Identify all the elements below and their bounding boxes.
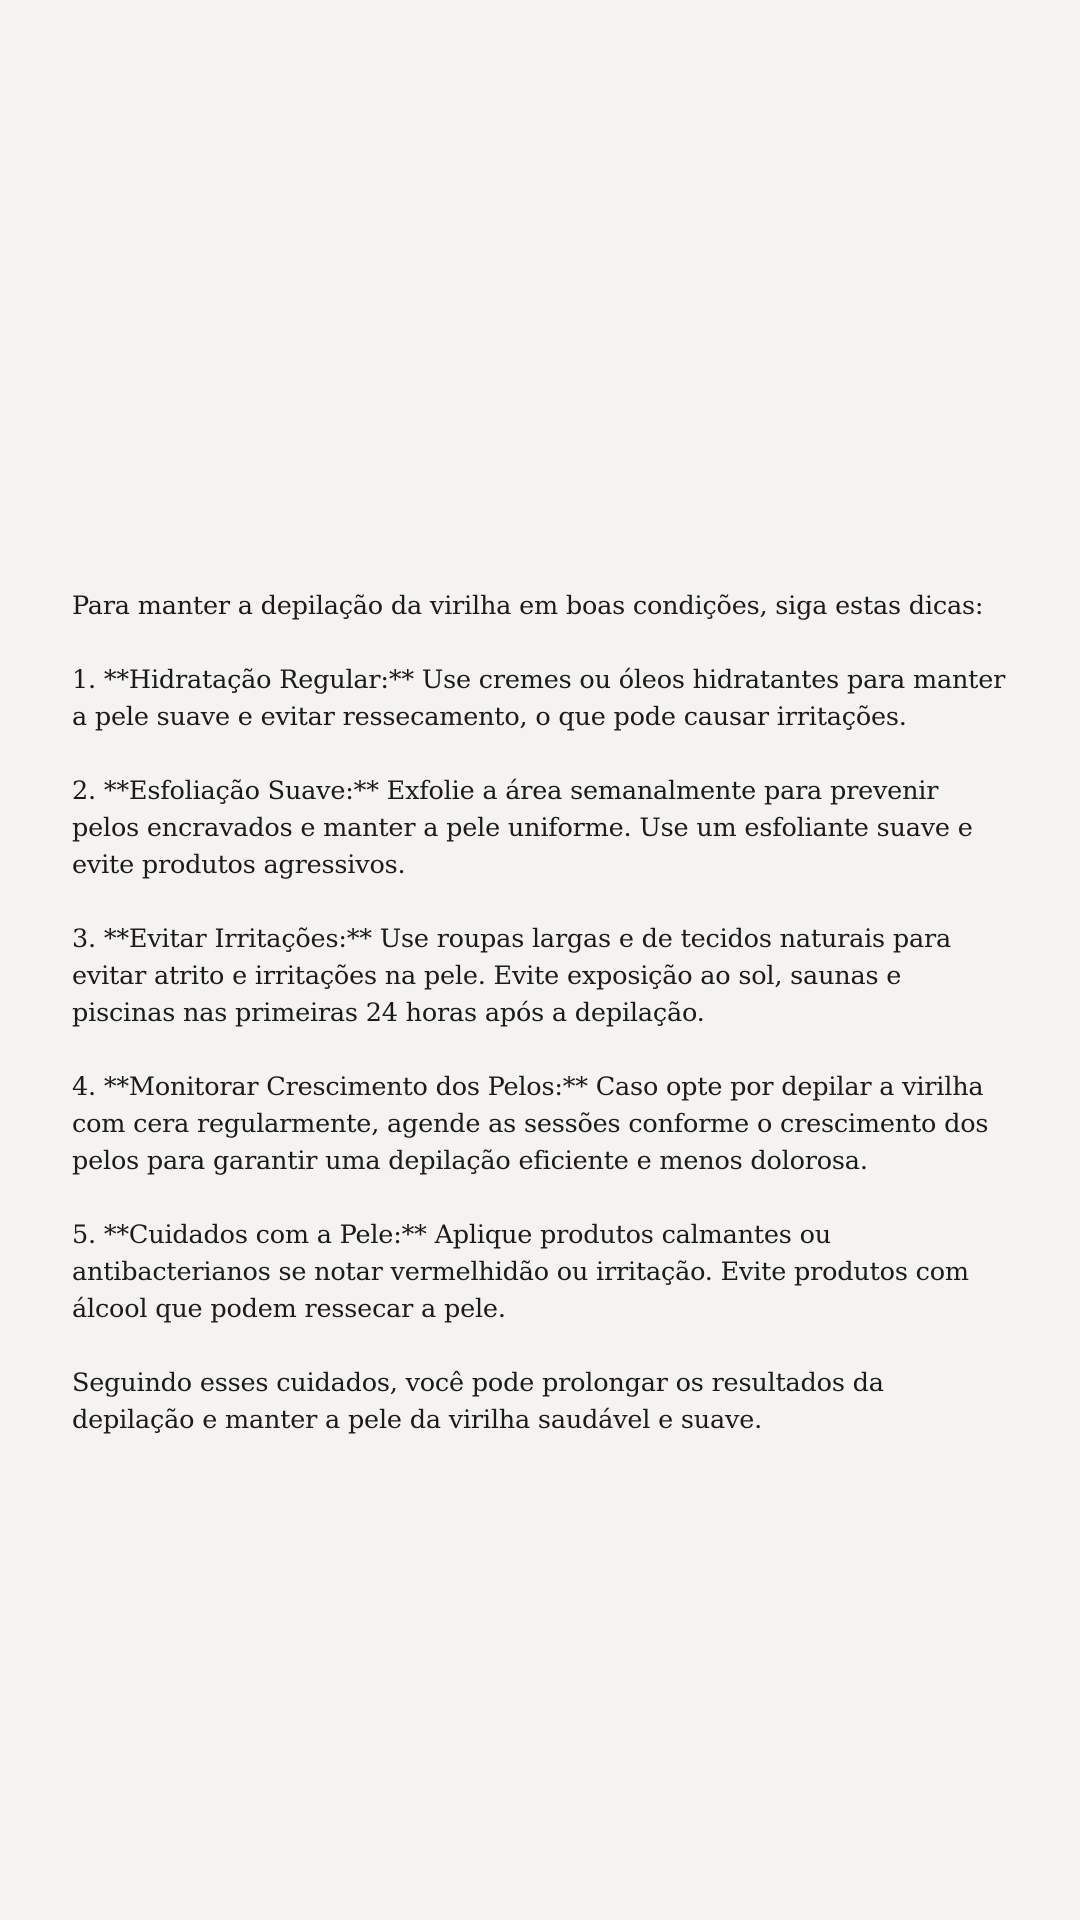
document-body <box>72 588 1012 1439</box>
conclusion-paragraph: Seguindo esses cuidados, você pode prolongar os resultados da depilação e manter a pele da virilha saudável e suave. <box>72 1368 884 1435</box>
intro-paragraph: Para manter a depilação da virilha em boas condições, siga estas dicas: <box>72 591 984 621</box>
tip-monitor-growth: 4. **Monitorar Crescimento dos Pelos:** Caso opte por depilar a virilha com cera regularmente, agende as sessões conforme o crescimento dos pelos para garantir uma depilação eficiente e menos dolorosa. <box>72 1072 989 1176</box>
tip-avoid-irritation: 3. **Evitar Irritações:** Use roupas largas e de tecidos naturais para evitar atrito e irritações na pele. Evite exposição ao sol, saunas e piscinas nas primeiras 24 horas após a depilação. <box>72 924 951 1028</box>
tip-exfoliation: 2. **Esfoliação Suave:** Exfolie a área semanalmente para prevenir pelos encravados e manter a pele uniforme. Use um esfoliante suave e evite produtos agressivos. <box>72 776 973 880</box>
tip-hydration: 1. **Hidratação Regular:** Use cremes ou óleos hidratantes para manter a pele suave e evitar ressecamento, o que pode causar irritações. <box>72 665 1006 732</box>
tip-skin-care: 5. **Cuidados com a Pele:** Aplique produtos calmantes ou antibacterianos se notar vermelhidão ou irritação. Evite produtos com álcool que podem ressecar a pele. <box>72 1220 969 1324</box>
